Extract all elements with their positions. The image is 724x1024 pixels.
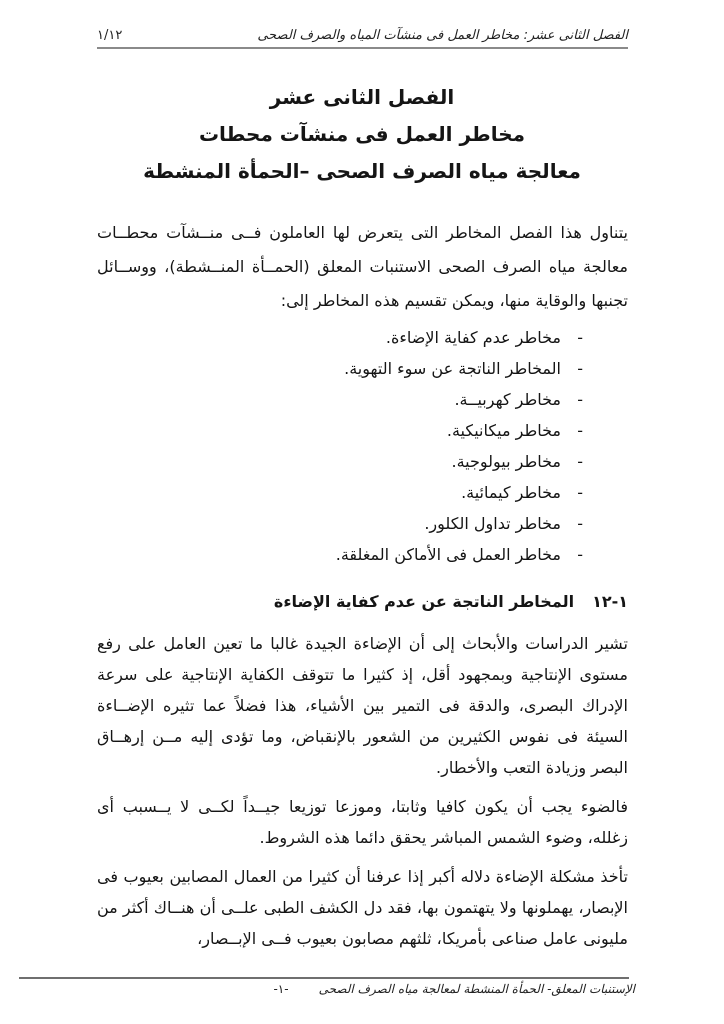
chapter-title-line-3: معالجة مياه الصرف الصحى –الحمأة المنشطة (143, 159, 581, 183)
list-item-label: المخاطر الناتجة عن سوء التهوية. (344, 359, 561, 378)
list-item-label: مخاطر العمل فى الأماكن المغلقة. (335, 545, 561, 564)
list-item-label: مخاطر بيولوجية. (451, 452, 561, 471)
list-item (97, 508, 628, 539)
header-divider (97, 47, 628, 49)
body-paragraph-2: فالضوء يجب أن يكون كافيا وثابتا، وموزعا توزيعا جيــداً لكــى لا يــسبب أى زغلله، وضوء الشمس المباشر يحقق دائما هذه الشروط. (97, 797, 628, 847)
footer-page-number: -١- (273, 982, 289, 996)
list-item-label: مخاطر تداول الكلور. (424, 514, 561, 533)
footer-divider (19, 977, 629, 979)
footer-text: الإستنبات المعلق- الحمأة المنشطة لمعالجة مياه الصرف الصحى (318, 982, 635, 996)
list-item-label: مخاطر عدم كفاية الإضاءة. (385, 328, 561, 347)
dash-marker: - (577, 514, 583, 533)
page-header (0, 0, 724, 49)
list-item (97, 322, 628, 353)
dash-marker: - (577, 421, 583, 440)
list-item-label: مخاطر كيمائية. (461, 483, 561, 502)
dash-marker: - (577, 452, 583, 471)
body-paragraph-1: تشير الدراسات والأبحاث إلى أن الإضاءة الجيدة غالبا ما تعين العامل على رفع مستوى الإنتاجية وبمجهود أقل، إذ كثيرا ما تتوقف الكفاية الإنتاجية على سرعة الإدراك البصرى، والدقة فى التمير بين الأشياء، هذا فضلاً عما تثيره الإضــاءة السيئة فى نفوس الكثيرين من الشعور بالإنقباض، وما تؤدى إليه مــن إرهــاق البصر وزيادة التعب والأخطار. (97, 634, 628, 777)
chapter-title (0, 79, 724, 190)
body-paragraph-3: تأخذ مشكلة الإضاءة دلاله أكبر إذا عرفنا أن كثيرا من العمال المصابين بعيوب فى الإبصار، يهملونها ولا يتهتمون بها، فقد دل الكشف الطبى علــى أن هنــاك أكثر من مليونى عامل صناعى بأمريكا، ثلثهم مصابون بعيوب فــى الإبــصار، (97, 867, 628, 948)
dash-marker: - (577, 359, 583, 378)
section-title: المخاطر الناتجة عن عدم كفاية الإضاءة (273, 592, 575, 611)
list-item (97, 477, 628, 508)
list-item-label: مخاطر ميكانيكية. (446, 421, 561, 440)
list-item (97, 446, 628, 477)
list-item (97, 539, 628, 570)
dash-marker: - (577, 390, 583, 409)
header-row (97, 28, 628, 43)
hazard-list (97, 322, 628, 570)
chapter-title-line-1: الفصل الثانى عشر (269, 85, 455, 109)
header-chapter-reference: الفصل الثانى عشر: مخاطر العمل فى منشآت المياه والصرف الصحى (257, 28, 628, 43)
list-item-label: مخاطر كهربيــة. (454, 390, 561, 409)
dash-marker: - (577, 483, 583, 502)
list-item (97, 415, 628, 446)
section-number: ١-١٢ (592, 592, 628, 611)
header-page-reference: ١/١٢ (97, 28, 123, 43)
list-item (97, 384, 628, 415)
footer-row (0, 982, 635, 996)
dash-marker: - (577, 328, 583, 347)
intro-paragraph: يتناول هذا الفصل المخاطر التى يتعرض لها العاملون فــى منــشآت محطــات معالجة مياه الصرف الصحى الاستنبات المعلق (الحمــأة المنــشطة)، ووســائل تجنبها والوقاية منها، ويمكن تقسيم هذه المخاطر إلى: (97, 223, 628, 310)
dash-marker: - (577, 545, 583, 564)
list-item (97, 353, 628, 384)
section-heading (97, 586, 628, 618)
page-footer (0, 977, 724, 996)
chapter-title-line-2: مخاطر العمل فى منشآت محطات (198, 122, 526, 146)
